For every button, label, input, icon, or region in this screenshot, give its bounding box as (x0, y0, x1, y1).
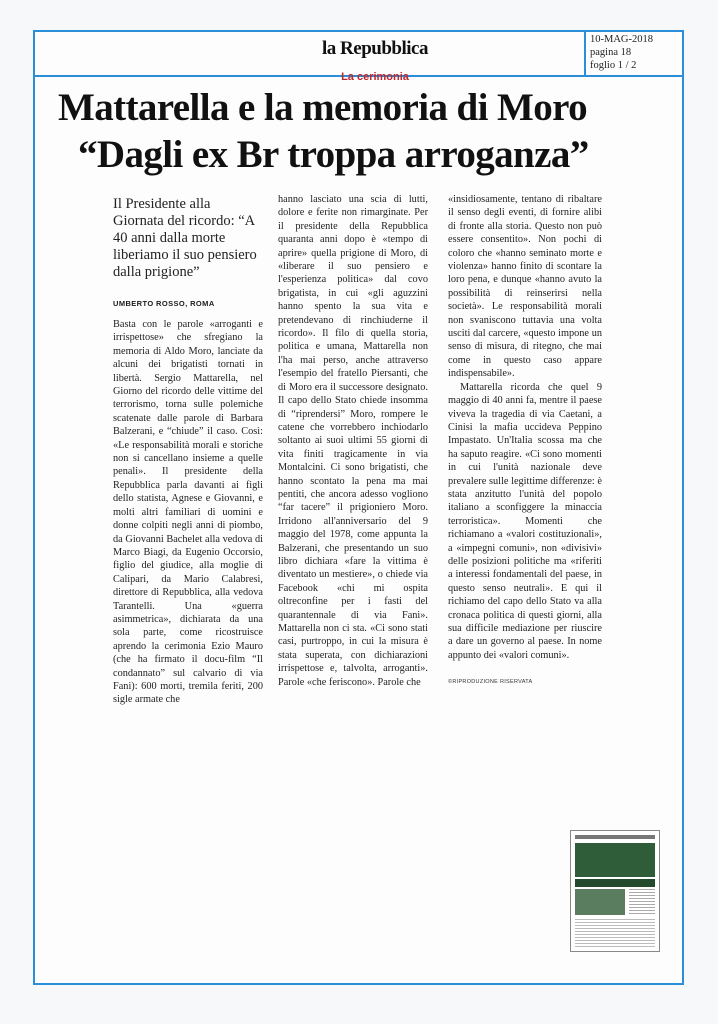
page-thumbnail (570, 830, 660, 952)
column-2-paragraph: hanno lasciato una scia di lutti, dolore e ferite non rimarginate. Per il presidente della Repubblica quaranta anni dopo è «tempo di aprire» quella prigione di Moro, di «liberare il suo pensiero e l'esperienza politica» dal covo brigatista, in cui «gli aguzzini hanno spento la sua vita e pretendevano di rinchiuderne il ricordo». Il filo di quella storia, politica e umana, Mattarella non l'ha mai perso, anche attraverso l'esempio del fratello Piersanti, che di Moro era il successore designato. Il capo dello Stato chiede insomma di “riprendersi” Moro, rompere le catene che vorrebbero inchiodarlo soltanto ai suoi ultimi 55 giorni di vita finiti tragicamente in via Montalcini. Ci sono brigatisti, che hanno scontato la pena ma mai pentiti, che ancora adesso vogliono “far tacere” il prigioniero Moro. Irridono all'anniversario del 9 maggio del 1978, come appunta la Balzerani, che presentando un suo libro dichiara «fare la vittima è diventato un mestiere», o chiede via Facebook «chi mi ospita oltreconfine per i fasti del quarantennale di via Fani». Mattarella non ci sta. «Ci sono stati casi, purtroppo, in cui la misura è stata superata, con dichiarazioni irrispettose e, talvolta, arroganti». Parole «che feriscono». Parole che (278, 194, 428, 688)
column-3-paragraph-1: «insidiosamente, tentano di ribaltare il senso degli eventi, di fornire alibi di fronte alla storia. Questo non può essere consentito». Non pochi di coloro che «hanno seminato morte e violenza» hanno finito di scontare la loro pena, e dunque «hanno avuto la possibilità di reinserirsi nella società». Le responsabilità morali non svaniscono tuttavia una volta usciti dal carcere, «questo impone un senso di misura, di ritegno, che mai come in questo caso appare indispensabile». (448, 194, 602, 380)
subheadline: Il Presidente alla Giornata del ricordo: “A 40 anni dalla morte liberiamo il suo pensiero dalla prigione” (113, 196, 257, 280)
masthead: la Repubblica (322, 38, 428, 59)
meta-sheet: foglio 1 / 2 (590, 60, 637, 71)
thumbnail-photo-secondary (575, 889, 625, 915)
article-column-2 (278, 193, 428, 689)
clipping-meta (590, 33, 682, 72)
thumbnail-text-lines (575, 919, 655, 949)
column-3-paragraph-2: Mattarella ricorda che quel 9 maggio di 40 anni fa, mentre il paese viveva la tragedia di via Caetani, a Cinisi la mafia uccideva Peppino Impastato. Un'Italia scossa ma che ha saputo reagire. «Ci sono momenti in cui l'unità nazionale deve prevalere sulle legittime differenze: è stata anzitutto l'unità del popolo italiano a sconfiggere la minaccia terroristica». Momenti che richiamano a «valori costituzionali», a «impegni comuni», non «divisivi» delle posizioni politiche ma «riferiti a interessi fondamentali del paese, in questo senso neutrali». E qui il richiamo del capo dello Stato va alla cronaca politica di questi giorni, alla sua difficile mediazione per riuscire a dare un governo al paese. In nome appunto dei «valori comuni». (448, 381, 602, 661)
section-kicker: La cerimonia (341, 71, 409, 83)
thumbnail-header (575, 835, 655, 839)
byline: UMBERTO ROSSO, ROMA (113, 299, 215, 308)
headline-line-1: Mattarella e la memoria di Moro (58, 86, 588, 129)
header-divider (584, 30, 586, 77)
headline-line-2: “Dagli ex Br troppa arroganza” (78, 133, 589, 176)
article-column-1 (113, 318, 263, 707)
thumbnail-photo (575, 843, 655, 877)
headline (58, 84, 678, 178)
column-1-paragraph: Basta con le parole «arroganti e irrispettose» che sfregiano la memoria di Aldo Moro, lanciate da alcuni dei brigatisti tornati in libertà. Sergio Mattarella, nel Giorno del ricordo delle vittime del terrorismo, torna sulle polemiche scatenate dalle parole di Barbara Balzerani, e “chiude” il caso. Così: «Le responsabilità morali e storiche non si cancellano insieme a quelle penali». Il presidente della Repubblica parla davanti ai figli dello statista, Agnese e Giovanni, e molti altri familiari di uomini e donne colpiti negli anni di piombo, da Giovanni Bachelet alla vedova di Marco Biagi, da Eugenio Occorsio, figlio del giudice, alla moglie di Calipari, da Mario Calabresi, direttore di Repubblica, alla vedova Tarantelli. Una «guerra asimmetrica», dichiarata da una sola parte, come ricostruisce aprendo la cerimonia Ezio Mauro (che ha firmato il docu-film “Il condannato” sul calvario di via Fani): 600 morti, tremila feriti, 200 sigle armate che (113, 319, 263, 706)
meta-date: 10-MAG-2018 (590, 34, 653, 45)
article-column-3 (448, 193, 602, 662)
thumbnail-side-text (629, 889, 655, 915)
meta-page: pagina 18 (590, 47, 632, 58)
thumbnail-headline-band (575, 879, 655, 887)
copyright-notice: ©RIPRODUZIONE RISERVATA (448, 679, 533, 685)
